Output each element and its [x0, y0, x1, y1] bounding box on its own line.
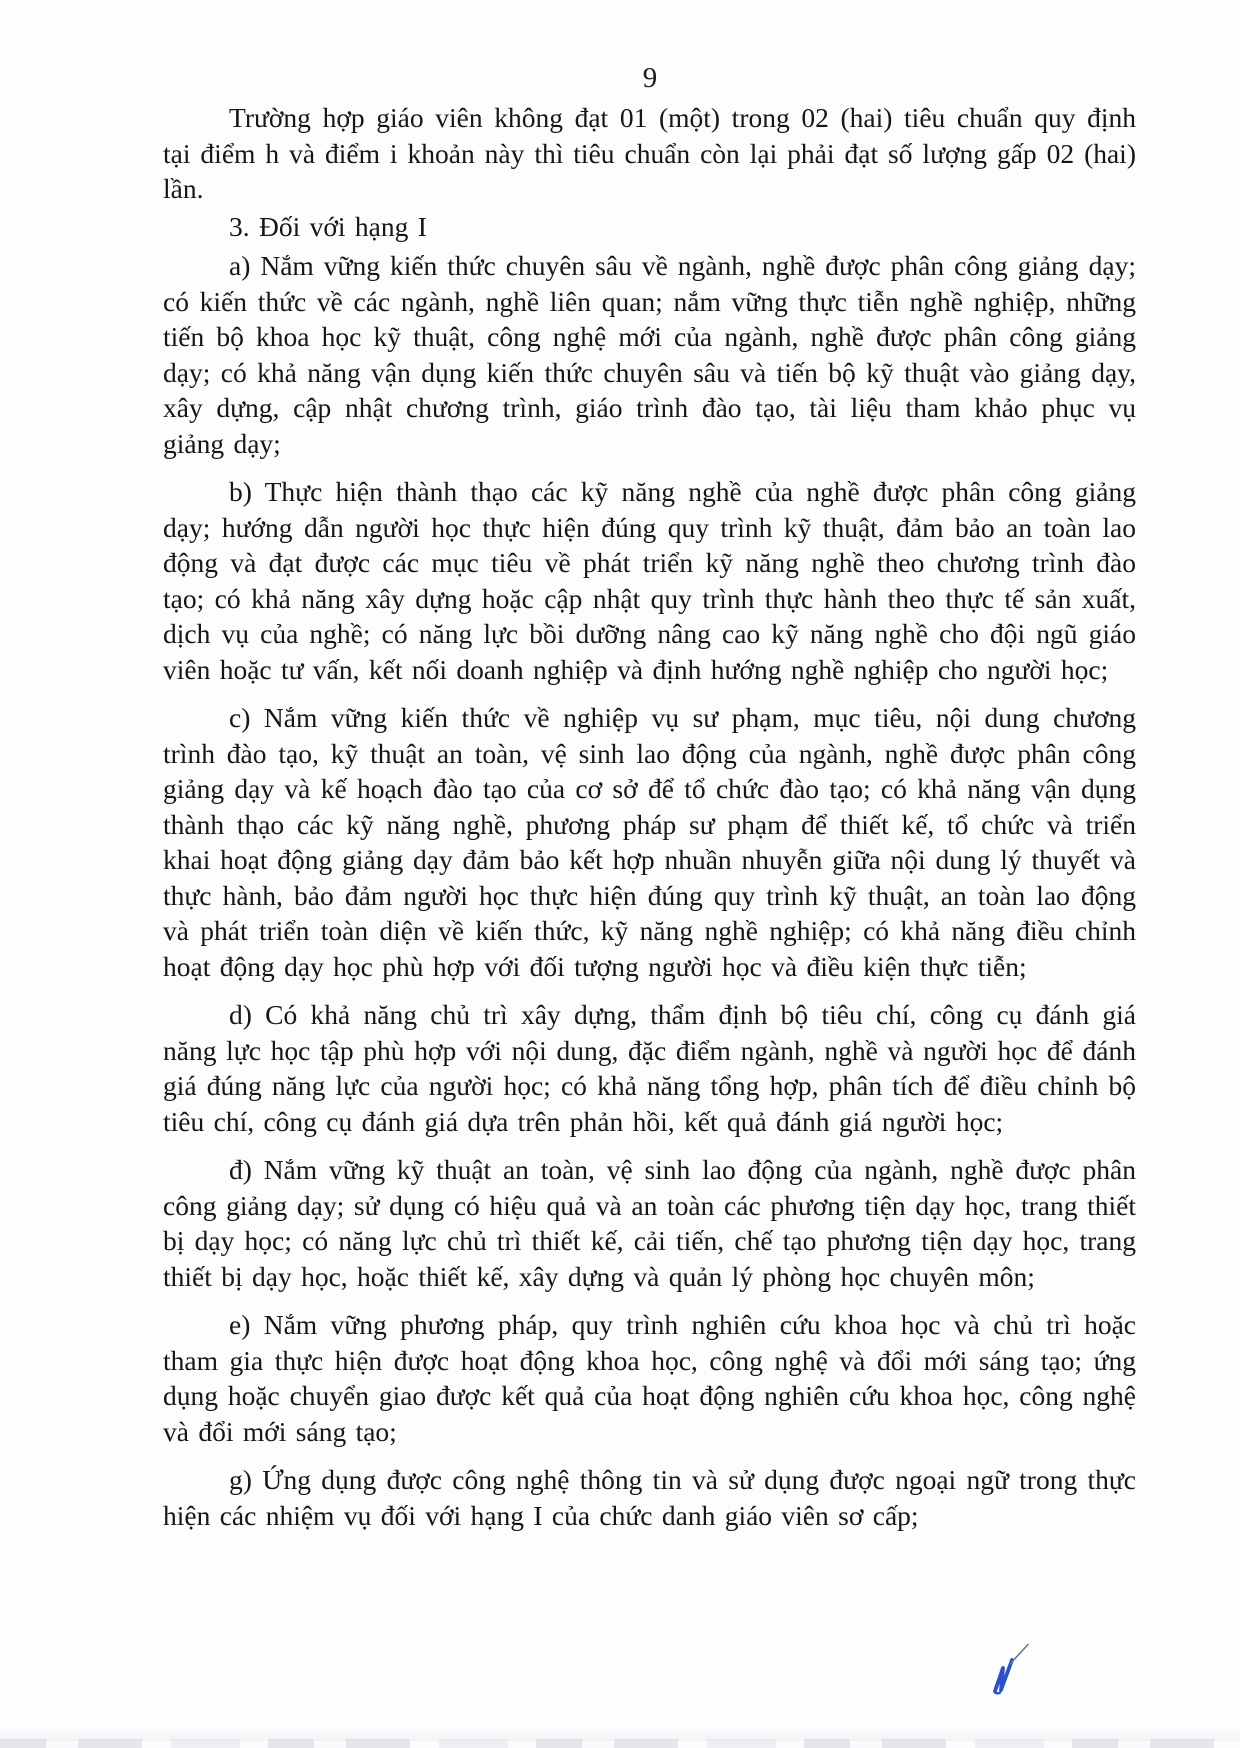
signature-initial-icon	[988, 1642, 1036, 1698]
item-g: g) Ứng dụng được công nghệ thông tin và sử dụng được ngoại ngữ trong thực hiện các nhiệm vụ đối với hạng I của chức danh giáo viên sơ cấp;	[163, 1464, 1136, 1531]
item-b: b) Thực hiện thành thạo các kỹ năng nghề của nghề được phân công giảng dạy; hướng dẫn người học thực hiện đúng quy trình kỹ thuật, đảm bảo an toàn lao động và đạt được các mục tiêu về phát triển kỹ năng nghề theo chương trình đào tạo; có khả năng xây dựng hoặc cập nhật quy trình thực hành theo thực tế sản xuất, dịch vụ của nghề; có năng lực bồi dưỡng nâng cao kỹ năng nghề cho đội ngũ giáo viên hoặc tư vấn, kết nối doanh nghiệp và định hướng nghề nghiệp cho người học;	[163, 476, 1136, 685]
item-c: c) Nắm vững kiến thức về nghiệp vụ sư phạm, mục tiêu, nội dung chương trình đào tạo, kỹ thuật an toàn, vệ sinh lao động của ngành, nghề được phân công giảng dạy và kế hoạch đào tạo của cơ sở để tổ chức đào tạo; có khả năng vận dụng thành thạo các kỹ năng nghề, phương pháp sư phạm để thiết kế, tổ chức và triển khai hoạt động giảng dạy đảm bảo kết hợp nhuần nhuyễn giữa nội dung lý thuyết và thực hành, bảo đảm người học thực hiện đúng quy trình kỹ thuật, an toàn lao động và phát triển toàn diện về kiến thức, kỹ năng nghề nghiệp; có khả năng điều chỉnh hoạt động dạy học phù hợp với đối tượng người học và điều kiện thực tiễn;	[163, 702, 1136, 982]
document-body	[163, 100, 1136, 1546]
item-a: a) Nắm vững kiến thức chuyên sâu về ngành, nghề được phân công giảng dạy; có kiến thức về các ngành, nghề liên quan; nắm vững thực tiễn nghề nghiệp, những tiến bộ khoa học kỹ thuật, công nghệ mới của ngành, nghề được phân công giảng dạy; có khả năng vận dụng kiến thức chuyên sâu và tiến bộ kỹ thuật vào giảng dạy, xây dựng, cập nhật chương trình, giáo trình đào tạo, tài liệu tham khảo phục vụ giảng dạy;	[163, 250, 1136, 459]
item-d: d) Có khả năng chủ trì xây dựng, thẩm định bộ tiêu chí, công cụ đánh giá năng lực học tập phù hợp với nội dung, đặc điểm ngành, nghề và người học để đánh giá đúng năng lực của người học; có khả năng tổng hợp, phân tích để điều chỉnh bộ tiêu chí, công cụ đánh giá dựa trên phản hồi, kết quả đánh giá người học;	[163, 999, 1136, 1137]
paragraph-intro: Trường hợp giáo viên không đạt 01 (một) trong 02 (hai) tiêu chuẩn quy định tại điểm h và điểm i khoản này thì tiêu chuẩn còn lại phải đạt số lượng gấp 02 (hai) lần.	[163, 102, 1136, 204]
item-e: e) Nắm vững phương pháp, quy trình nghiên cứu khoa học và chủ trì hoặc tham gia thực hiện được hoạt động khoa học, công nghệ và đổi mới sáng tạo; ứng dụng hoặc chuyển giao được kết quả của hoạt động nghiên cứu khoa học, công nghệ và đổi mới sáng tạo;	[163, 1309, 1136, 1447]
section-3-heading: 3. Đối với hạng I	[229, 210, 427, 242]
scan-artifact-bottom-edge	[0, 1739, 1240, 1748]
item-dd: đ) Nắm vững kỹ thuật an toàn, vệ sinh lao động của ngành, nghề được phân công giảng dạy; sử dụng có hiệu quả và an toàn các phương tiện dạy học, trang thiết bị dạy học; có năng lực chủ trì thiết kế, cải tiến, chế tạo phương tiện dạy học, trang thiết bị dạy học, hoặc thiết kế, xây dựng và quản lý phòng học chuyên môn;	[163, 1154, 1136, 1292]
page-number: 9	[642, 62, 658, 94]
